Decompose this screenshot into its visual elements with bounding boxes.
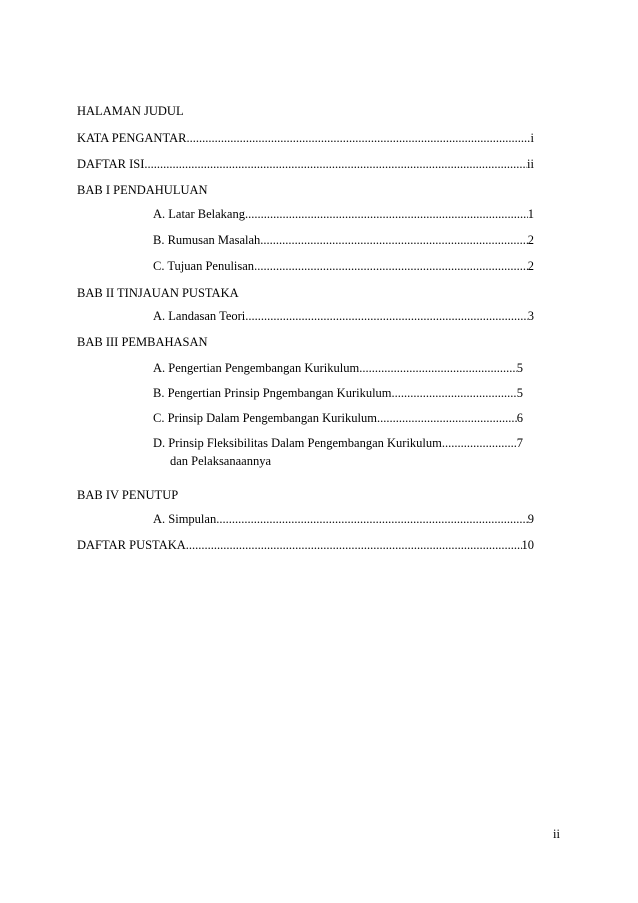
toc-entry-page: 2 — [527, 233, 534, 247]
toc-entry-page: ii — [527, 157, 534, 171]
toc-entry-label: D. Prinsip Fleksibilitas Dalam Pengembangan Kurikulum — [153, 436, 442, 450]
toc-entry-page: 2 — [527, 259, 534, 273]
toc-entry-label: KATA PENGANTAR — [77, 131, 187, 145]
dot-leader — [216, 511, 528, 527]
toc-daftar-isi — [77, 156, 534, 172]
toc-entry-label: C. Prinsip Dalam Pengembangan Kurikulum — [153, 411, 377, 425]
toc-entry-page: 9 — [527, 512, 534, 526]
dot-leader — [144, 156, 527, 172]
toc-bab3-title: BAB III PEMBAHASAN — [77, 335, 208, 349]
toc-daftar-pustaka — [77, 537, 534, 553]
toc-halaman-judul: HALAMAN JUDUL — [77, 104, 184, 118]
toc-bab1-title: BAB I PENDAHULUAN — [77, 183, 208, 197]
toc-bab3-item — [153, 385, 523, 401]
toc-bab3-item — [153, 410, 523, 426]
dot-leader — [245, 206, 528, 222]
dot-leader — [186, 537, 522, 553]
toc-entry-label: A. Landasan Teori — [153, 309, 246, 323]
toc-bab3-item — [153, 435, 523, 451]
toc-bab4-item — [153, 511, 534, 527]
toc-bab2-item — [153, 308, 534, 324]
toc-entry-label: A. Pengertian Pengembangan Kurikulum — [153, 361, 360, 375]
toc-kata-pengantar — [77, 130, 534, 146]
toc-bab4-title: BAB IV PENUTUP — [77, 488, 179, 502]
toc-bab3-item — [153, 360, 523, 376]
dot-leader — [359, 360, 517, 376]
dot-leader — [245, 308, 527, 324]
toc-entry-label: C. Tujuan Penulisan — [153, 259, 255, 273]
toc-entry-label: A. Simpulan — [153, 512, 217, 526]
toc-entry-page: 1 — [527, 207, 534, 221]
toc-entry-label: B. Pengertian Prinsip Pngembangan Kurikulum — [153, 386, 392, 400]
dot-leader — [260, 232, 527, 248]
toc-bab2-title: BAB II TINJAUAN PUSTAKA — [77, 286, 239, 300]
dot-leader — [442, 435, 517, 451]
toc-entry-page: 3 — [527, 309, 534, 323]
toc-entry-page: 6 — [516, 411, 523, 425]
page-number: ii — [553, 827, 560, 841]
dot-leader — [186, 130, 530, 146]
toc-entry-continuation: dan Pelaksanaannya — [170, 454, 272, 468]
toc-entry-page: 5 — [516, 386, 523, 400]
toc-bab1-item — [153, 232, 534, 248]
toc-entry-label: DAFTAR ISI — [77, 157, 145, 171]
toc-entry-page: 7 — [516, 436, 523, 450]
toc-bab1-item — [153, 206, 534, 222]
toc-bab1-item — [153, 258, 534, 274]
toc-entry-label: DAFTAR PUSTAKA — [77, 538, 186, 552]
toc-entry-page: 10 — [521, 538, 534, 552]
toc-entry-page: 5 — [516, 361, 523, 375]
toc-entry-label: A. Latar Belakang — [153, 207, 245, 221]
dot-leader — [254, 258, 528, 274]
dot-leader — [377, 410, 517, 426]
dot-leader — [392, 385, 517, 401]
toc-entry-page: i — [530, 131, 534, 145]
toc-entry-label: B. Rumusan Masalah — [153, 233, 261, 247]
